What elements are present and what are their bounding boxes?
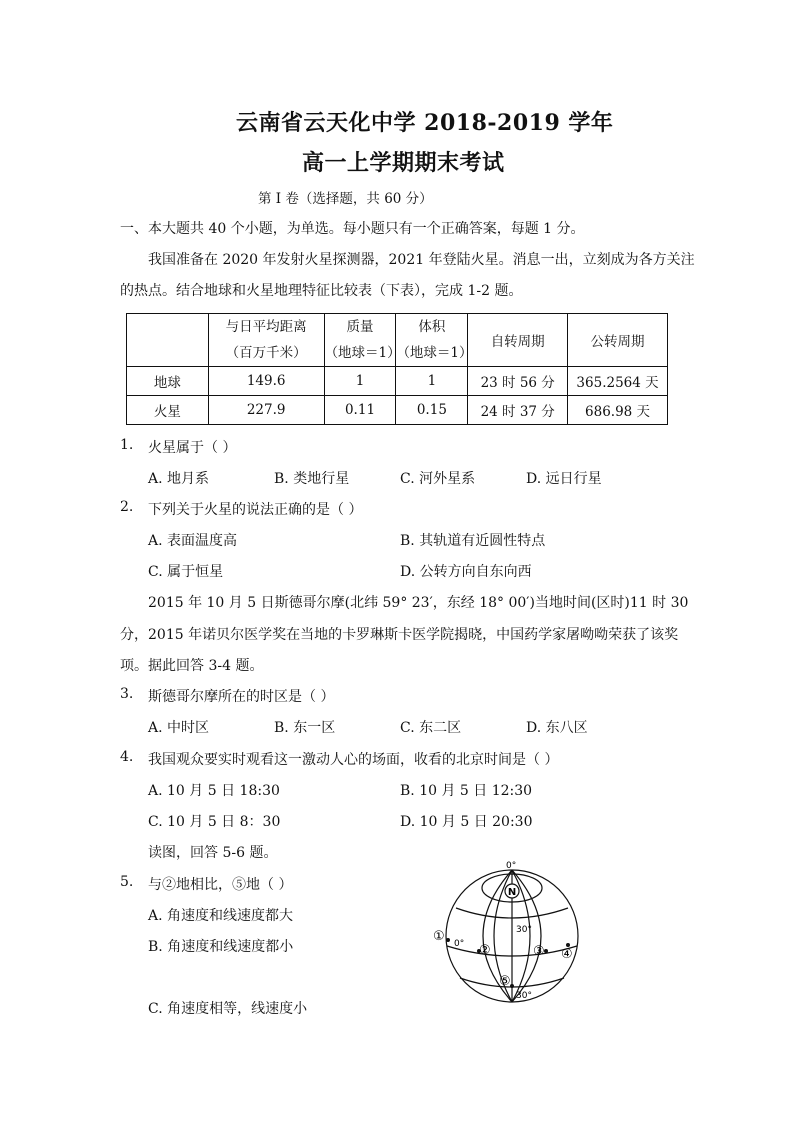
q3-number: 3. — [120, 686, 134, 702]
point-5-label: ⑤ — [499, 974, 511, 989]
row-mass: 0.11 — [324, 396, 396, 425]
instructions: 一、本大题共 40 个小题，为单选。每小题只有一个正确答案，每题 1 分。 — [120, 221, 585, 237]
q4-stem: 我国观众要实时观看这一激动人心的场面，收看的北京时间是（ ） — [148, 752, 559, 768]
q1-option-a: A. 地月系 — [148, 471, 210, 487]
q1-option-b: B. 类地行星 — [274, 471, 350, 487]
row-volume: 0.15 — [396, 396, 468, 425]
q3-option-d: D. 东八区 — [526, 720, 588, 736]
table-row — [127, 396, 668, 425]
q1-stem: 火星属于（ ） — [148, 440, 237, 456]
row-rotation: 23 时 56 分 — [468, 367, 568, 396]
passage1-line2: 的热点。结合地球和火星地理特征比较表（下表），完成 1-2 题。 — [120, 283, 523, 299]
exam-title: 云南省云天化中学 2018-2019 学年 — [236, 110, 614, 136]
table-header-row — [127, 314, 668, 367]
table-header-volume: 体积 （地球＝1） — [396, 314, 468, 367]
q2-stem: 下列关于火星的说法正确的是（ ） — [148, 502, 363, 518]
point-3-label: ③ — [533, 944, 545, 959]
passage1-line1: 我国准备在 2020 年发射火星探测器，2021 年登陆火星。消息一出，立刻成为各方关注 — [148, 252, 695, 268]
q4-number: 4. — [120, 749, 134, 765]
q1-number: 1. — [120, 437, 134, 453]
point-1-label: ① — [433, 929, 445, 944]
q2-option-c: C. 属于恒星 — [148, 564, 224, 580]
q5-option-c: C. 角速度相等，线速度小 — [148, 1001, 308, 1017]
row-revolution: 686.98 天 — [568, 396, 668, 425]
table-row — [127, 367, 668, 396]
q3-option-b: B. 东一区 — [274, 720, 336, 736]
passage2-line1: 2015 年 10 月 5 日斯德哥尔摩(北纬 59° 23′，东经 18° 00′)当地时间(区时)11 时 30 — [148, 595, 689, 611]
q4-option-d: D. 10 月 5 日 20:30 — [400, 814, 533, 830]
q5-number: 5. — [120, 874, 134, 890]
q3-stem: 斯德哥尔摩所在的时区是（ ） — [148, 689, 335, 705]
table-header-mass: 质量 （地球＝1） — [324, 314, 396, 367]
q1-option-d: D. 远日行星 — [526, 471, 602, 487]
equator-label: 0° — [454, 939, 465, 949]
table-header-rotation: 自转周期 — [468, 314, 568, 367]
q4-option-a: A. 10 月 5 日 18:30 — [148, 783, 280, 799]
table-header-empty — [127, 314, 209, 367]
q4-option-b: B. 10 月 5 日 12:30 — [400, 783, 533, 799]
row-distance: 227.9 — [208, 396, 324, 425]
globe-diagram — [424, 858, 614, 1008]
passage2-line2: 分，2015 年诺贝尔医学奖在当地的卡罗琳斯卡医学院揭晓，中国药学家屠呦呦荣获了该奖 — [120, 627, 679, 643]
north-label: N — [507, 887, 517, 898]
row-distance: 149.6 — [208, 367, 324, 396]
table-header-revolution: 公转周期 — [568, 314, 668, 367]
q5-stem: 与②地相比，⑤地（ ） — [148, 877, 293, 893]
q1-option-c: C. 河外星系 — [400, 471, 476, 487]
passage2-line3: 项。据此回答 3-4 题。 — [120, 658, 264, 674]
lat-north-label: 30° — [516, 925, 532, 935]
prime-meridian-label: 0° — [506, 861, 517, 871]
point-4-label: ④ — [561, 947, 573, 962]
q2-option-d: D. 公转方向自东向西 — [400, 564, 532, 580]
exam-subtitle: 高一上学期期末考试 — [302, 150, 505, 176]
lat-south-label: 30° — [516, 991, 532, 1001]
row-revolution: 365.2564 天 — [568, 367, 668, 396]
part-heading: 第 I 卷（选择题，共 60 分） — [258, 191, 433, 207]
row-name: 火星 — [127, 396, 209, 425]
point-1-dot — [446, 938, 450, 942]
q3-option-c: C. 东二区 — [400, 720, 462, 736]
q2-number: 2. — [120, 499, 134, 515]
q2-option-b: B. 其轨道有近圆性特点 — [400, 533, 546, 549]
q3-option-a: A. 中时区 — [148, 720, 210, 736]
row-name: 地球 — [127, 367, 209, 396]
q5-option-a: A. 角速度和线速度都大 — [148, 908, 294, 924]
q4-option-c: C. 10 月 5 日 8：30 — [148, 814, 281, 830]
q2-option-a: A. 表面温度高 — [148, 533, 238, 549]
point-2-label: ② — [479, 943, 491, 958]
row-rotation: 24 时 37 分 — [468, 396, 568, 425]
q5-option-b: B. 角速度和线速度都小 — [148, 939, 294, 955]
planet-comparison-table — [126, 313, 668, 425]
table-header-distance: 与日平均距离 （百万千米） — [208, 314, 324, 367]
row-mass: 1 — [324, 367, 396, 396]
row-volume: 1 — [396, 367, 468, 396]
passage3: 读图，回答 5-6 题。 — [148, 845, 278, 861]
